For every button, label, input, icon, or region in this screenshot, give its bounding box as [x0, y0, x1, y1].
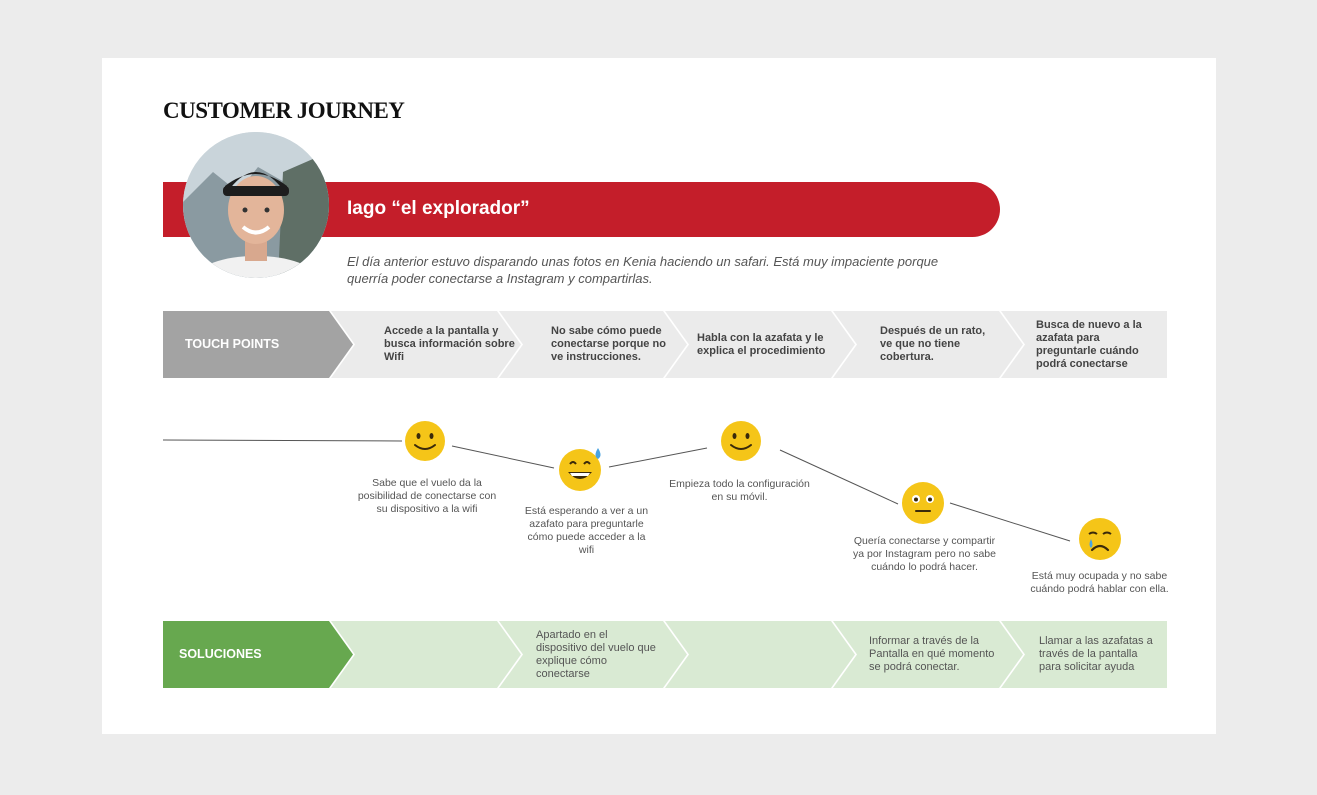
smiling-face-icon [404, 420, 446, 462]
emotion-note: Está muy ocupada y no sabe cuándo podrá hablar con ella. [1030, 570, 1169, 595]
solutions-label: SOLUCIONES [179, 647, 262, 661]
emotion-note: Quería conectarse y compartir ya por Instagram pero no sabe cuándo lo podrá hacer. [852, 535, 996, 573]
solution-text: Informar a través de la Pantalla en qué momento se podrá conectar. [869, 635, 995, 673]
touch-point-text: No sabe cómo puede conectarse porque no ve instrucciones. [551, 325, 666, 363]
persona-name: Iago “el explorador” [347, 198, 530, 219]
solution-text [374, 621, 504, 688]
solution-text: Apartado en el dispositivo del vuelo que explique cómo conectarse [536, 628, 656, 680]
smiling-face-icon [720, 420, 762, 462]
solutions-row [163, 621, 1167, 688]
neutral-face-icon [901, 481, 945, 525]
solution-text [703, 621, 828, 688]
crying-face-icon [1078, 517, 1122, 561]
touch-point-text: Después de un rato, ve que no tiene cobertura. [880, 325, 986, 363]
touch-point-text: Habla con la azafata y le explica el procedimiento [697, 331, 826, 357]
touch-point-text: Accede a la pantalla y busca información sobre Wifi [384, 325, 515, 363]
solution-text: Llamar a las azafatas a través de la pantalla para solicitar ayuda [1039, 635, 1153, 673]
page-title: CUSTOMER JOURNEY [163, 98, 405, 123]
journey-card [102, 58, 1216, 734]
touch-points-row [163, 311, 1167, 378]
emotion-note: Está esperando a ver a un azafato para preguntarle cómo puede acceder a la wifi [524, 505, 649, 556]
persona-avatar [183, 132, 329, 278]
emotion-note: Sabe que el vuelo da la posibilidad de conectarse con su dispositivo a la wifi [357, 477, 497, 515]
touch-point-text: Busca de nuevo a la azafata para preguntarle cuándo podrá conectarse [1036, 318, 1142, 370]
touch-points-label: TOUCH POINTS [185, 337, 280, 351]
emotion-note: Empieza todo la configuración en su móvil. [669, 478, 810, 503]
persona-description: El día anterior estuvo disparando unas fotos en Kenia haciendo un safari. Está muy impaciente porque querría poder conectarse a Instagram y compartirlas. [347, 254, 939, 286]
grinning-sweat-face-icon [558, 446, 606, 492]
